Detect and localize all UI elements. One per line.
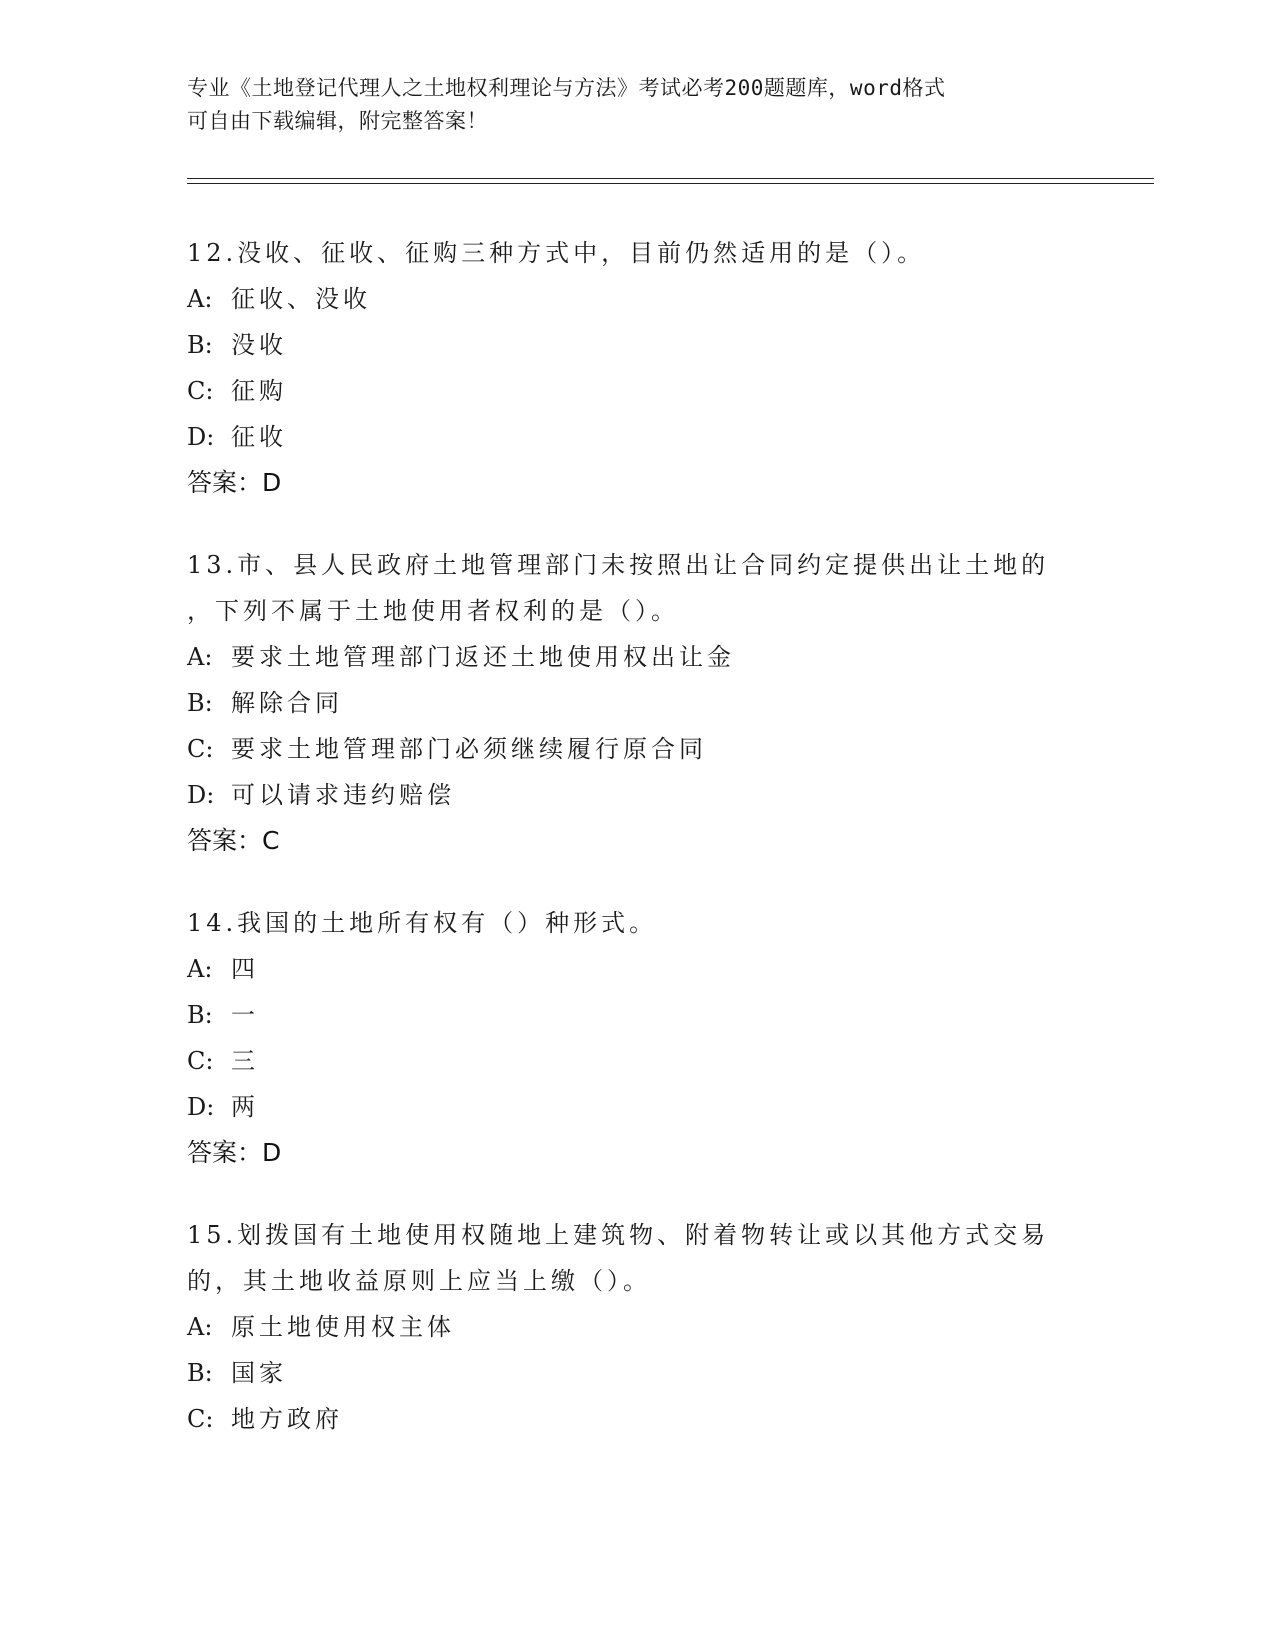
option-letter: C: [187,1047,214,1075]
option-text: 四 [231,955,259,983]
answer-line: 答案：C [187,826,280,855]
option-text: 没收 [231,331,287,359]
option-letter: B: [187,1001,213,1029]
option-text: 解除合同 [231,689,343,717]
question-block [187,542,1087,864]
option-text: 地方政府 [231,1405,343,1433]
question-stem-line: ，下列不属于土地使用者权利的是（）。 [187,597,679,625]
question-option [187,992,1087,1038]
header-divider-bottom [187,183,1154,184]
question-option [187,726,1087,772]
question-block [187,900,1087,1176]
question-option [187,634,1087,680]
option-letter: C: [187,1405,214,1433]
header-divider-top [187,178,1154,179]
question-option [187,1396,1087,1442]
question-option [187,1304,1087,1350]
header-line-2: 可自由下载编辑，附完整答案！ [187,109,488,133]
question-option [187,276,1087,322]
question-option [187,772,1087,818]
question-option [187,1350,1087,1396]
option-text: 要求土地管理部门返还土地使用权出让金 [231,643,735,671]
option-letter: B: [187,689,213,717]
option-text: 一 [231,1001,259,1029]
document-header [187,72,1087,138]
option-letter: A: [187,1313,213,1341]
option-text: 征购 [231,377,287,405]
question-option [187,1084,1087,1130]
option-letter: A: [187,643,213,671]
question-block [187,1212,1087,1442]
option-text: 征收、没收 [231,285,371,313]
question-stem-line: 的，其土地收益原则上应当上缴（）。 [187,1267,651,1295]
question-stem-line: 15.划拨国有土地使用权随地上建筑物、附着物转让或以其他方式交易 [187,1221,1050,1249]
option-text: 国家 [231,1359,287,1387]
option-letter: D: [187,423,215,451]
question-option [187,946,1087,992]
question-option [187,1038,1087,1084]
answer-line: 答案：D [187,468,282,497]
option-text: 要求土地管理部门必须继续履行原合同 [231,735,707,763]
question-option [187,414,1087,460]
option-letter: A: [187,285,213,313]
question-stem-line: 14.我国的土地所有权有（）种形式。 [187,909,658,937]
option-letter: C: [187,735,214,763]
question-list [187,230,1087,1478]
question-option [187,322,1087,368]
question-stem-line: 12.没收、征收、征购三种方式中，目前仍然适用的是（）。 [187,239,926,267]
option-text: 两 [231,1093,259,1121]
answer-line: 答案：D [187,1138,282,1167]
option-letter: D: [187,781,215,809]
question-option [187,368,1087,414]
question-block [187,230,1087,506]
option-letter: C: [187,377,214,405]
option-letter: B: [187,1359,213,1387]
option-letter: D: [187,1093,215,1121]
option-text: 三 [231,1047,259,1075]
option-text: 原土地使用权主体 [231,1313,455,1341]
option-letter: A: [187,955,213,983]
header-line-1: 专业《土地登记代理人之土地权利理论与方法》考试必考200题题库，word格式 [187,76,946,100]
question-option [187,680,1087,726]
option-text: 征收 [231,423,287,451]
option-text: 可以请求违约赔偿 [231,781,455,809]
question-stem-line: 13.市、县人民政府土地管理部门未按照出让合同约定提供出让土地的 [187,551,1050,579]
option-letter: B: [187,331,213,359]
